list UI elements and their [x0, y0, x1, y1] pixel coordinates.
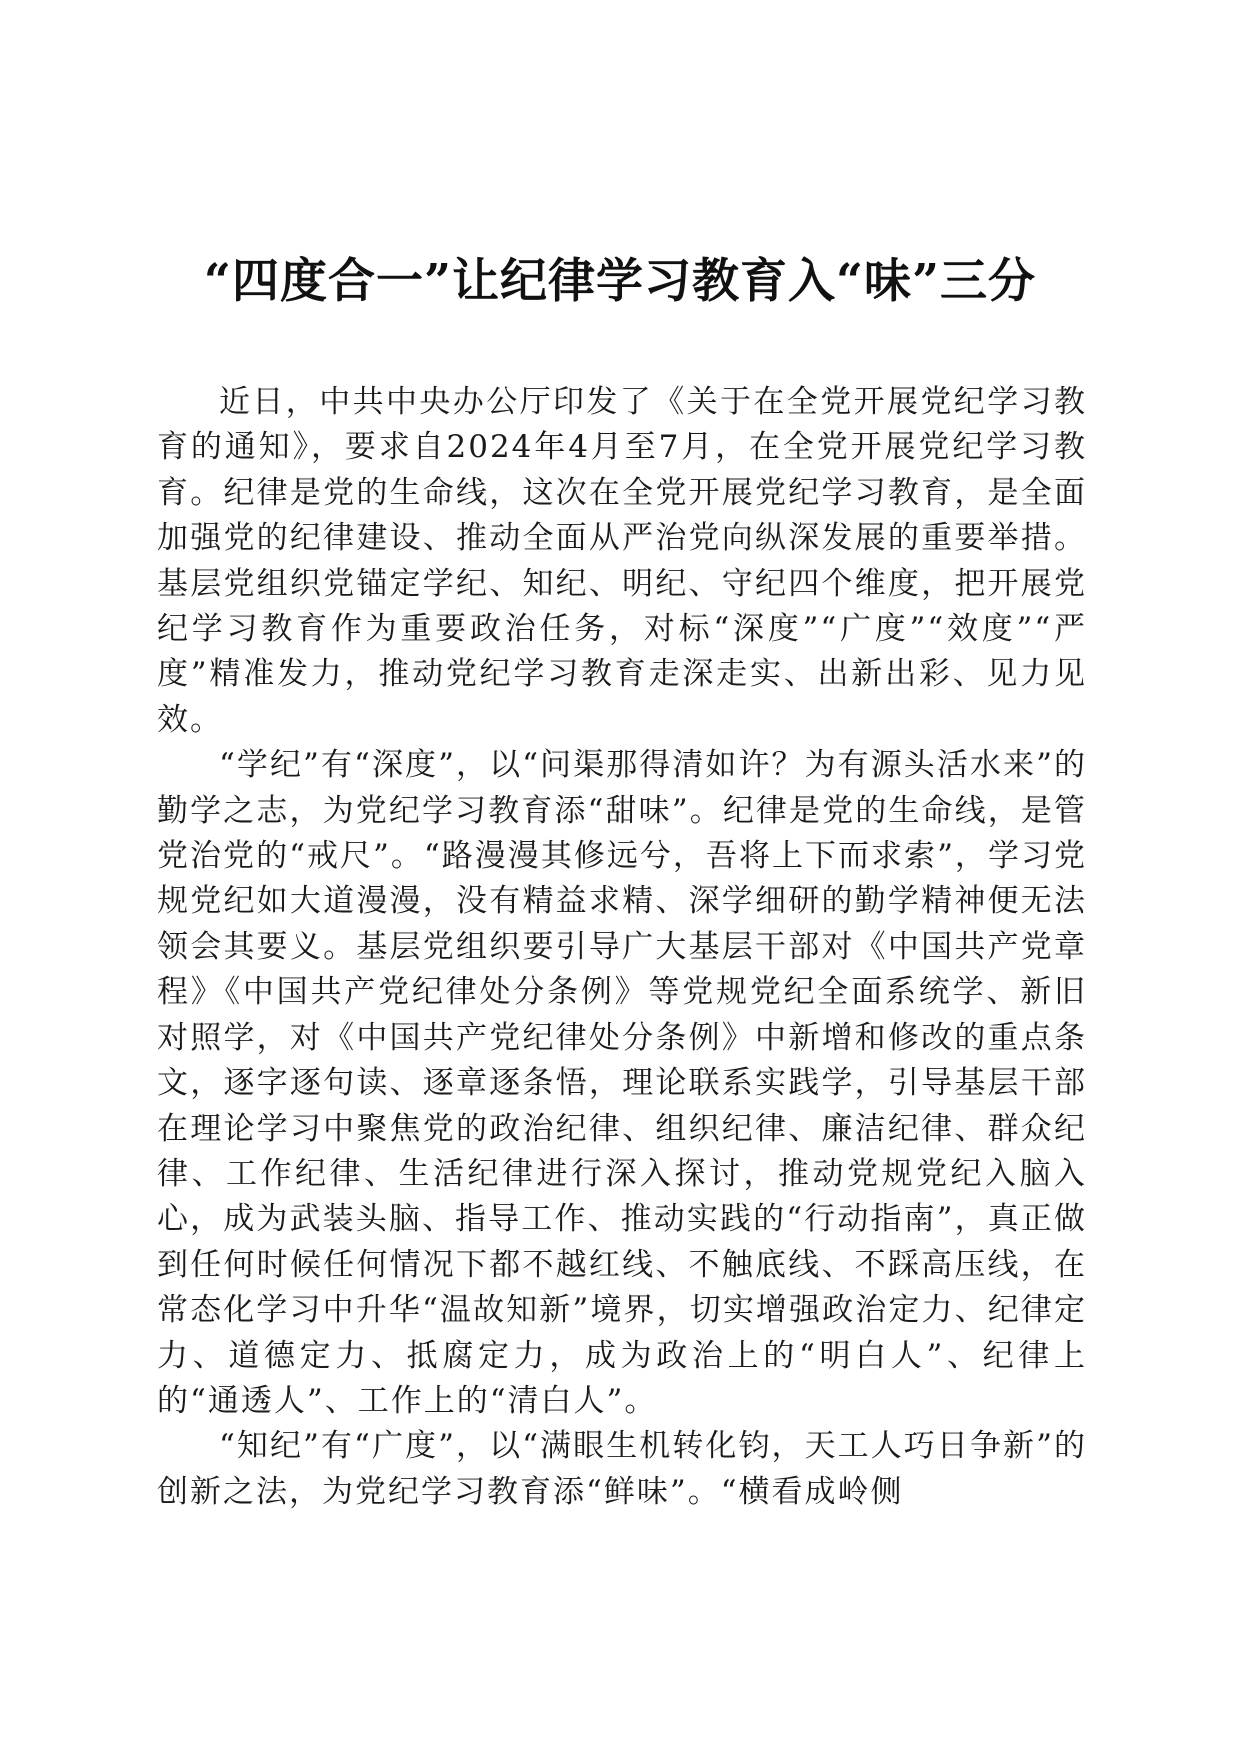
document-title: “四度合一”让纪律学习教育入“味”三分 [203, 254, 1037, 309]
paragraph-zhiji: “知纪”有“广度”，以“满眼生机转化钧，天工人巧日争新”的创新之法，为党纪学习教育添“鲜味”。“横看成岭侧 [157, 1428, 1087, 1510]
document-body [157, 380, 1087, 1515]
paragraph-xueji: “学纪”有“深度”，以“问渠那得清如许？为有源头活水来”的勤学之志，为党纪学习教育添“甜味”。纪律是党的生命线，是管党治党的“戒尺”。“路漫漫其修远兮，吾将上下而求索”，学习党规党纪如大道漫漫，没有精益求精、深学细研的勤学精神便无法领会其要义。基层党组织要引导广大基层干部对《中国共产党章程》《中国共产党纪律处分条例》等党规党纪全面系统学、新旧对照学，对《中国共产党纪律处分条例》中新增和修改的重点条文，逐字逐句读、逐章逐条悟，理论联系实践学，引导基层干部在理论学习中聚焦党的政治纪律、组织纪律、廉洁纪律、群众纪律、工作纪律、生活纪律进行深入探讨，推动党规党纪入脑入心，成为武装头脑、指导工作、推动实践的“行动指南”，真正做到任何时候任何情况下都不越红线、不触底线、不踩高压线，在常态化学习中升华“温故知新”境界，切实增强政治定力、纪律定力、道德定力、抵腐定力，成为政治上的“明白人”、纪律上的“通透人”、工作上的“清白人”。 [157, 747, 1087, 1419]
paragraph-intro: 近日，中共中央办公厅印发了《关于在全党开展党纪学习教育的通知》，要求自2024年4月至7月，在全党开展党纪学习教育。纪律是党的生命线，这次在全党开展党纪学习教育，是全面加强党的纪律建设、推动全面从严治党向纵深发展的重要举措。基层党组织党锚定学纪、知纪、明纪、守纪四个维度，把开展党纪学习教育作为重要政治任务，对标“深度”“广度”“效度”“严度”精准发力，推动党纪学习教育走深走实、出新出彩、见力见效。 [157, 384, 1087, 738]
